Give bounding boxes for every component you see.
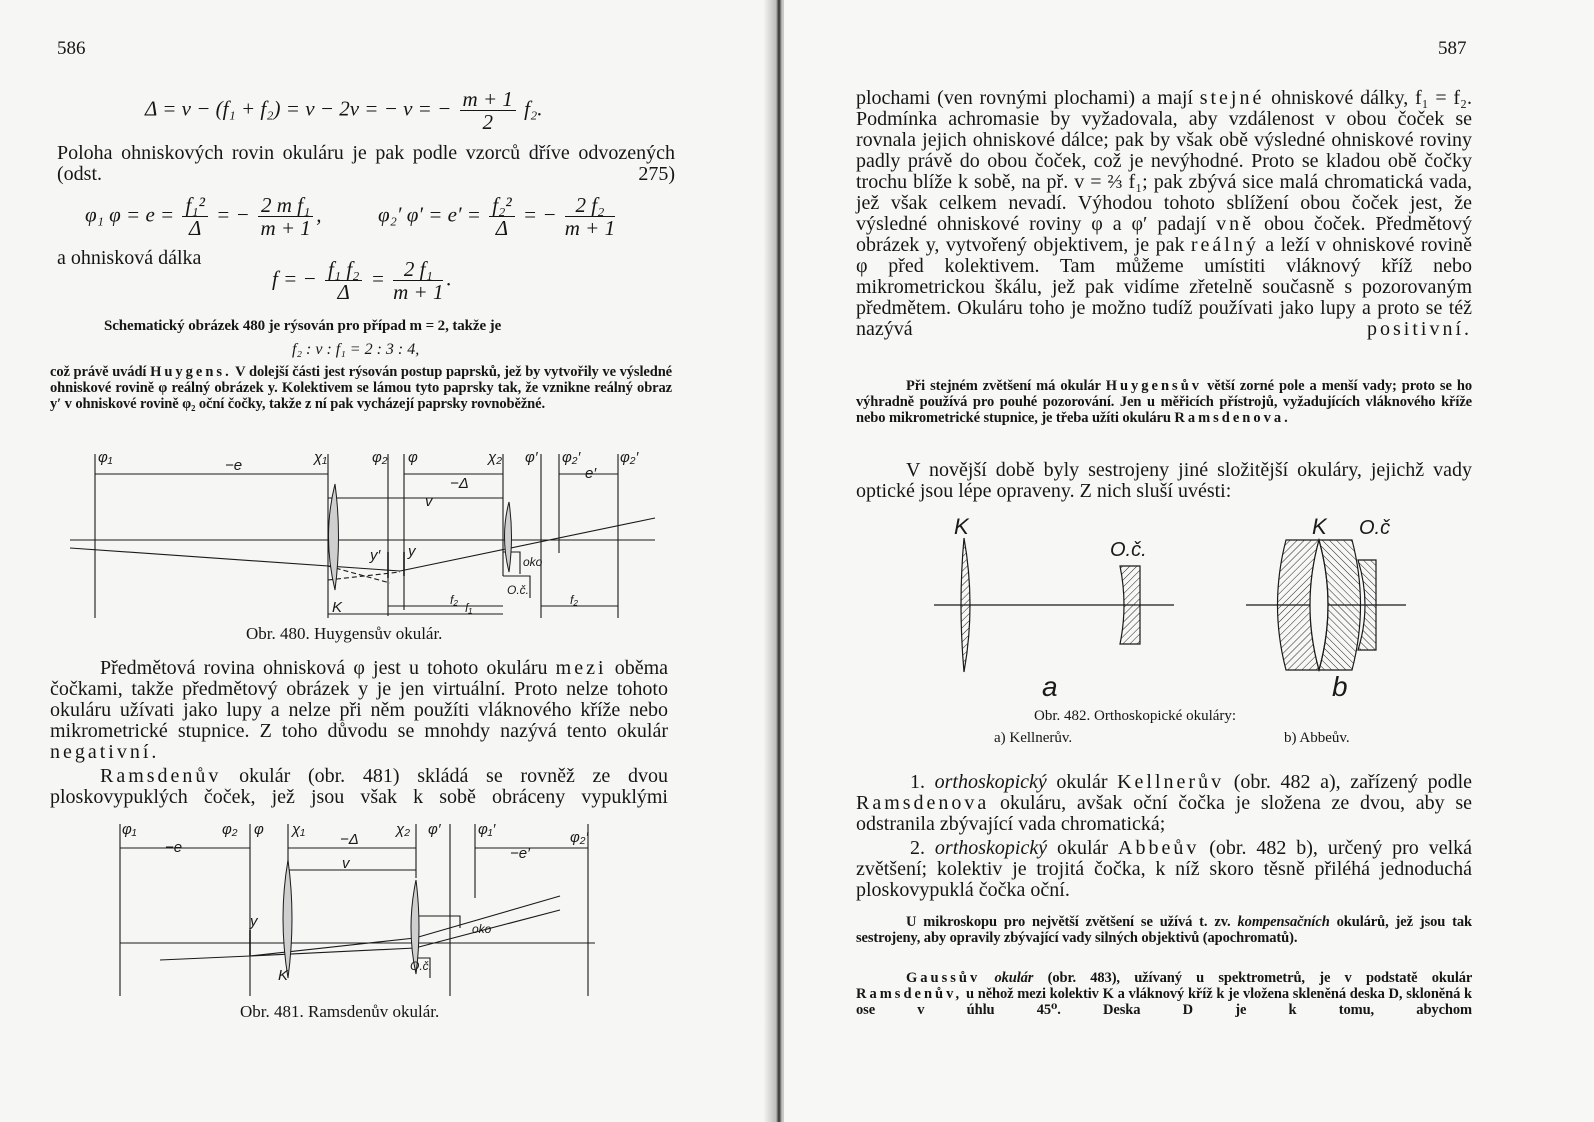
fig481-oko-box [416, 916, 460, 928]
paragraph-focal-planes: Poloha ohniskových rovin okuláru je pak podle vzorců dříve odvozených (odst. 275) [57, 142, 675, 185]
fig482-label: a [1042, 671, 1058, 702]
fig482a-lens-kolektiv [961, 538, 970, 672]
fig480-label: φ₂ [372, 449, 388, 466]
fig481-label: φ [254, 821, 264, 838]
equation-ratio: f₂ : v : f₁ = 2 : 3 : 4, [292, 341, 420, 358]
fig481-label: −e′ [510, 845, 530, 862]
fig480-label: O.č. [507, 583, 530, 597]
fig481-label: y [250, 913, 258, 930]
paragraph-huygens-negative: Předmětová rovina ohnisková φ jest u tohoto okuláru mezi oběma čočkami, takže předmětový obrázek y je jen virtuální. Proto nelze tohoto okuláru užívati jako lupy a nelze při něm použíti vláknového kříže nebo mikrometrické stupnice. Z toho důvodu se mnohdy nazývá tento okulár negativní. [50, 657, 669, 763]
fig480-label: f₁ [465, 601, 473, 615]
page-number-right: 587 [1438, 38, 1467, 59]
fig481-ray-in [160, 956, 250, 960]
figure-481-ramsden-diagram [100, 818, 600, 1003]
fig481-label: χ₁ [292, 821, 305, 838]
list-item-abbe: 2. orthoskopický okulár Abbeův (obr. 482 b), určený pro velká zvětšení; kolektiv je trojitá čočka, k níž skoro těsně přiléhá jednoduchá ploskovypuklá čočka oční. [856, 837, 1473, 901]
fig481-label: φ₂ [222, 821, 238, 838]
equation-delta: Δ = v − (f₁ + f₂) = v − 2v = − v = − $\frac{m + 1}{2}$ f₂. [145, 87, 543, 134]
fig480-label: φ₂′ [562, 449, 581, 466]
fig481-label: v [342, 855, 350, 872]
fig482-label: O.č [1359, 517, 1391, 539]
fig480-label: φ₂′ [620, 449, 639, 466]
paragraph-ramsden-intro: Ramsdenův okulár (obr. 481) skládá se rovněž ze dvou ploskovypuklých čoček, jež jsou však k sobě obráceny vypuklými [50, 765, 668, 808]
figure-482-orthoscopic-diagram [924, 510, 1424, 710]
fig481-label: K [278, 967, 289, 984]
figure-481-caption: Obr. 481. Ramsdenův okulár. [240, 1002, 440, 1021]
fig480-label: K [332, 599, 343, 616]
fig481-ray-2 [250, 948, 415, 956]
fig480-ray-1 [70, 548, 400, 571]
fig480-label: f₂ [570, 593, 578, 607]
fig480-label: y′ [370, 547, 381, 564]
fig480-label: −Δ [450, 475, 469, 492]
equation-phi2: φ₂′ φ′ = e′ = $\frac{\text{f₂²}}{\Delta}$ = − $\frac{\text{2 f₂}}{m + 1}$ [378, 193, 616, 240]
fig481-label: φ₁′ [478, 821, 496, 838]
small-note-rays: což právě uvádí Huygens. V dolejší části jest rýsován postup paprsků, jež by vytvořily ve výsledné ohniskové rovině φ reálný obrázek y. Kolektivem se lámou tyto paprsky tak, že vznikne reálný obraz y′ v ohniskové rovině φ₂ oční čočky, takže z ní pak vycházejí paprsky rovnoběžné. [50, 364, 672, 412]
fig481-label: φ′ [428, 821, 441, 838]
label-focal-length: a ohnisková dálka [57, 247, 202, 269]
equation-phi1: φ₁ φ = e = $\frac{\text{f₁²}}{\Delta}$ = − $\frac{\text{2 m f₁}}{m + 1}$ , [85, 193, 322, 240]
fig480-label: φ [408, 449, 418, 466]
fig480-label: f₂ [450, 593, 458, 607]
fig480-label: e′ [585, 465, 597, 482]
equation-focal-length: f = − $\frac{\text{f₁ f₂}}{\Delta}$ = $\frac{\text{2 f₁}}{m + 1}$ . [272, 257, 452, 304]
fig482-label: b [1332, 671, 1348, 702]
fig482-label: O.č. [1110, 539, 1147, 561]
fig480-label: −e [225, 457, 243, 474]
fig480-label: y [408, 543, 416, 560]
paragraph-ramsden-continued: plochami (ven rovnými plochami) a mají stejné ohniskové dálky, f₁ = f₂. Podmínka achromasie by vyžadovala, aby vzdálenost v obou čoček se rovnala jejich ohniskové dálce; pak by však obě výsledné ohniskové roviny padly právě do obou čoček, což je nevýhodné. Proto se kladou obě čočky trochu blíže k sobě, na př. v = ⅔ f₁; pak zbývá sice malá chromatická vada, jež však celkem nevadí. Výhodou tohoto sblížení obou čoček jest, že výsledné ohniskové roviny φ a φ′ padají vně obou čoček. Předmětový obrázek y, vytvořený objektivem, je pak reálný a leží v ohniskové rovině φ před kolektivem. Tam můžeme umístiti vláknový kříž nebo mikrometrickou škálu, jež pak vidíme zřetelně současně s pozorovaným předmětem. Okuláru toho je možno tudíž používati jako lupy a proto se též nazývá positivní. [856, 87, 1473, 340]
fig480-lens-ocular [505, 502, 512, 572]
fig480-lens-kolektiv [329, 484, 339, 590]
fig480-label: v [425, 493, 433, 510]
figure-482-caption: Obr. 482. Orthoskopické okuláry: [1034, 708, 1237, 724]
figure-480-huygens-diagram [70, 448, 660, 628]
small-note-compensating: U mikroskopu pro největší zvětšení se užívá t. zv. kompensačních okulárů, jež jsou tak sestrojeny, aby opravily zbývající vady silných objektivů (apochromatů). [856, 914, 1473, 946]
small-note-comparison: Při stejném zvětšení má okulár Huygensův větší zorné pole a menší vady; proto se ho výhradně používá pro pouhé pozorování. Jen u měřicích přístrojů, vyžadujících vláknového kříže nebo mikrometrické stupnice, je třeba užíti okuláru Ramsdenova. [856, 378, 1472, 426]
paragraph-newer-oculars: V novější době byly sestrojeny jiné složitější okuláry, jejichž vady optické jsou lépe opraveny. Z nich sluší uvésti: [856, 459, 1472, 502]
fig480-ray-dashed-2 [328, 572, 400, 580]
right-page [784, 0, 1594, 1122]
fig480-label: oko [523, 555, 543, 569]
left-page [0, 0, 776, 1122]
fig482-label: K [1312, 514, 1327, 539]
figure-482-sub-b: b) Abbeův. [1284, 730, 1350, 746]
fig481-label: χ₂ [396, 821, 410, 838]
fig482-label: K [954, 514, 969, 539]
fig480-label: χ₁ [314, 449, 327, 466]
fig480-label: φ′ [525, 449, 538, 466]
page-number-left: 586 [57, 38, 86, 59]
fig481-label: oko [472, 922, 492, 936]
fig481-label: φ₁ [122, 821, 137, 838]
list-item-kellner: 1. orthoskopický okulár Kellnerův (obr. 482 a), zařízený podle Ramsdenova okuláru, avšak oční čočka je složena ze dvou, aby se odstranila zbývající vada chromatická; [856, 771, 1473, 835]
fig481-label: −Δ [340, 831, 359, 848]
fig480-label: φ₁ [98, 449, 113, 466]
figure-480-caption: Obr. 480. Huygensův okulár. [246, 624, 443, 643]
small-note-gauss: Gaussův okulár (obr. 483), užívaný u spektrometrů, je v podstatě okulár Ramsdenův, u něhož mezi kolektiv K a vláknový kříž k je vložena skleněná deska D, skloněná k ose v úhlu 45⁰. Deska D je k tomu, abychom [856, 970, 1472, 1018]
fig481-ray-1 [250, 938, 415, 956]
fig481-label: O.č. [410, 959, 433, 973]
fig481-label: −e [165, 839, 183, 856]
fig481-label: φ₂′ [570, 829, 589, 846]
figure-482-sub-a: a) Kellnerův. [994, 730, 1073, 746]
fig480-label: χ₂ [488, 449, 502, 466]
fig481-lens-kolektiv [283, 860, 292, 978]
small-note-schematic: Schematický obrázek 480 je rýsován pro případ m = 2, takže je [104, 318, 502, 334]
